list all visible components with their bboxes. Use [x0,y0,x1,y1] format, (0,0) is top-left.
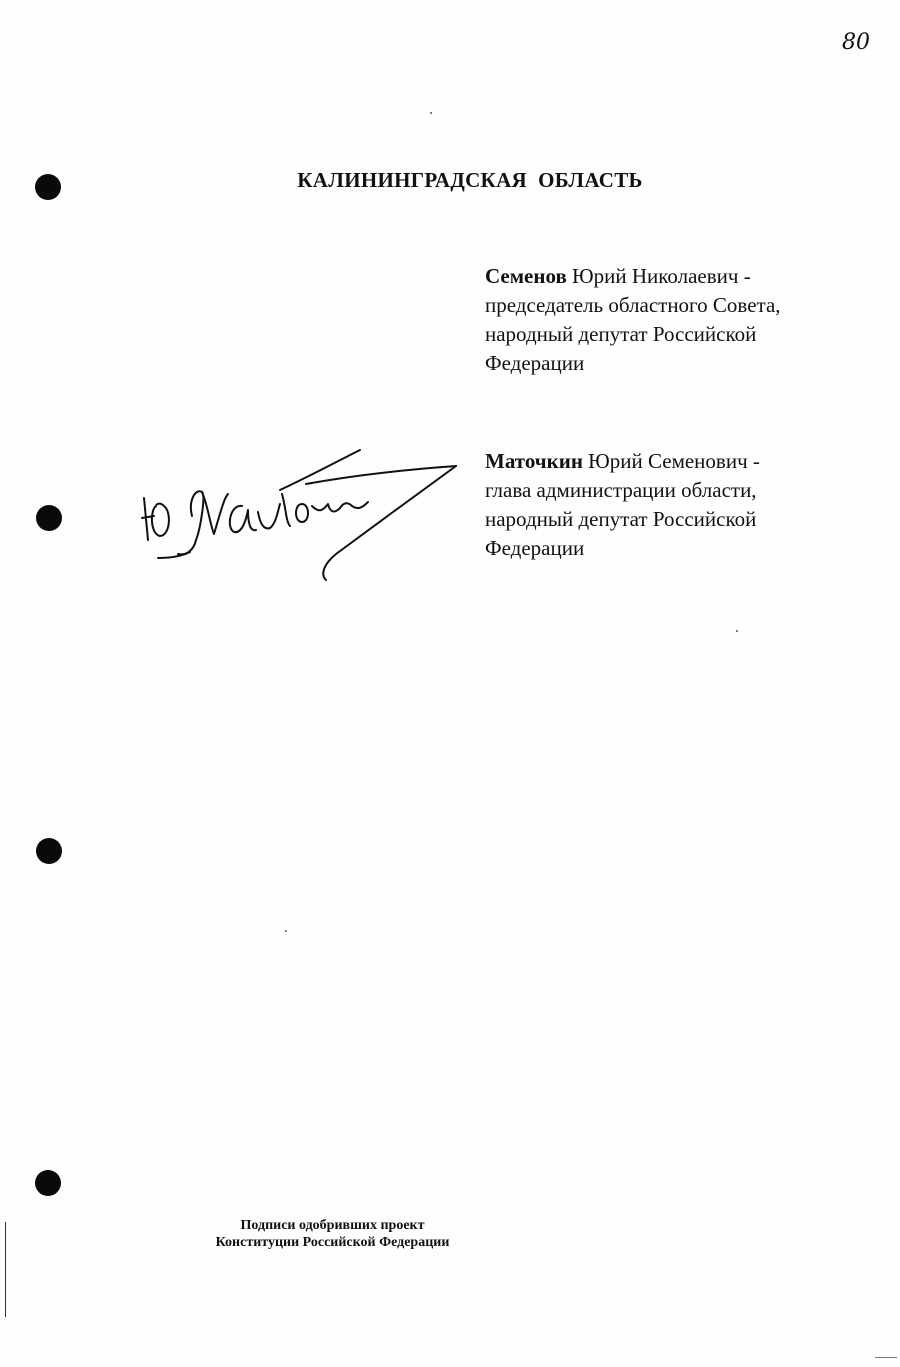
footer-caption-line: Подписи одобривших проект [240,1218,425,1233]
person-name-line [485,262,885,291]
person-surname: Маточкин [485,449,583,473]
scan-edge-mark [5,1222,6,1317]
person-given-names: Юрий Семенович - [582,449,760,473]
punch-hole [36,505,62,531]
scan-speck [285,930,287,932]
person-position-line: народный депутат Российской [485,507,757,531]
person-entry-matochkin [485,447,885,563]
person-given-names: Юрий Николаевич - [566,264,751,288]
punch-hole [35,1170,61,1196]
handwritten-signature [130,440,470,590]
person-entry-semenov [485,262,885,378]
person-surname: Семенов [485,264,567,288]
person-name-line [485,447,885,476]
page-number: 80 [842,30,870,55]
region-title: КАЛИНИНГРАДСКАЯ ОБЛАСТЬ [297,168,643,192]
person-position-line: народный депутат Российской [485,322,757,346]
scan-corner-mark [875,1357,897,1358]
person-position-line: глава администрации области, [485,478,757,502]
footer-caption-line: Конституции Российской Федерации [215,1235,450,1250]
person-position-line: председатель областного Совета, [485,293,781,317]
scan-speck [430,112,432,114]
punch-hole [36,838,62,864]
person-position-line: Федерации [485,351,585,375]
scan-speck [736,630,738,632]
person-position-line: Федерации [485,536,585,560]
footer-caption [180,1217,485,1251]
